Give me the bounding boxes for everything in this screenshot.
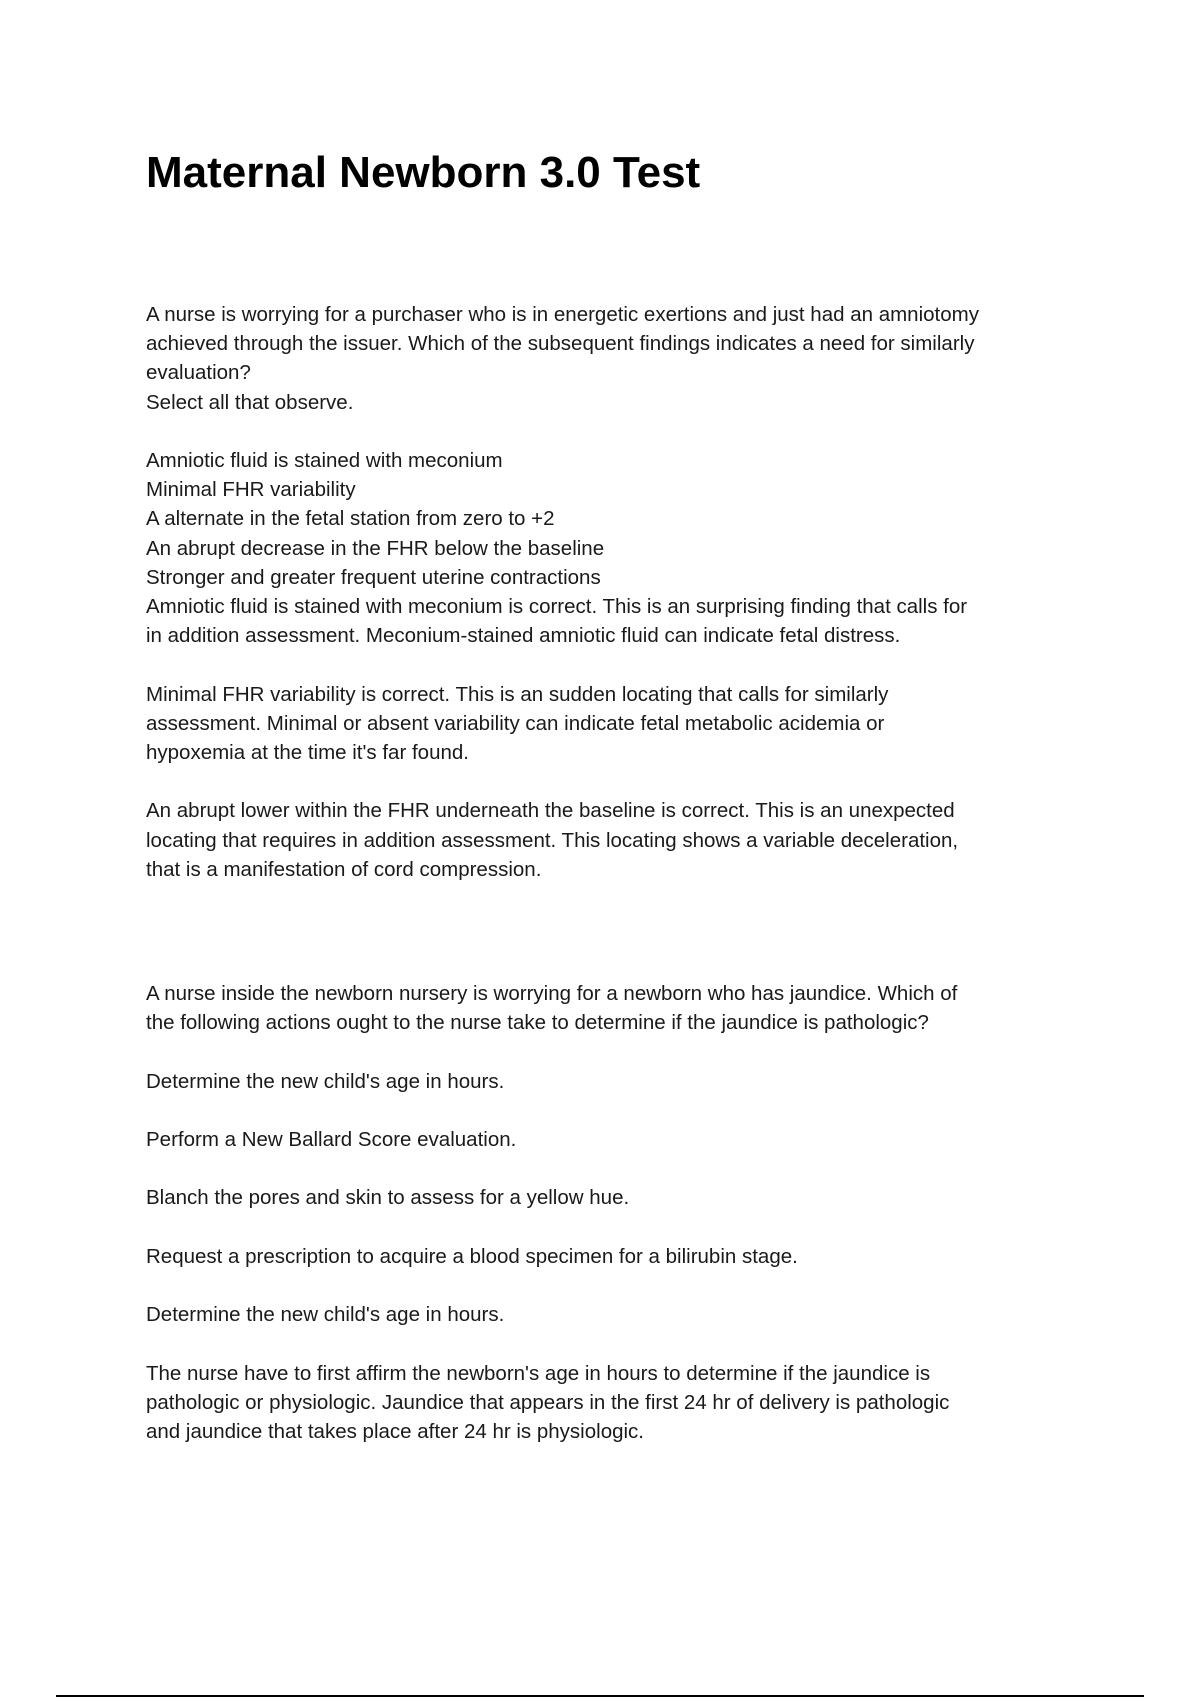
spacer (146, 767, 1076, 796)
document-title: Maternal Newborn 3.0 Test (146, 148, 701, 197)
question-1-option: Stronger and greater frequent uterine contractions (146, 565, 601, 589)
spacer (146, 417, 1076, 446)
question-2-option: Request a prescription to acquire a blood specimen for a bilirubin stage. (146, 1244, 798, 1268)
question-1-instruction: Select all that observe. (146, 390, 354, 414)
spacer (146, 1329, 1076, 1358)
question-1-rationale-line: locating that requires in addition assessment. This locating shows a variable deceleration, (146, 828, 959, 852)
question-1-rationale-line: in addition assessment. Meconium-stained amniotic fluid can indicate fetal distress. (146, 624, 901, 648)
question-2-rationale-line: The nurse have to first affirm the newborn's age in hours to determine if the jaundice is (146, 1361, 931, 1385)
question-2-rationale-line: and jaundice that takes place after 24 hr is physiologic. (146, 1419, 644, 1443)
question-1-rationale-line: Minimal FHR variability is correct. This is an sudden locating that calls for similarly (146, 682, 889, 706)
question-2-option: Determine the new child's age in hours. (146, 1069, 505, 1093)
spacer (146, 1213, 1076, 1242)
question-1-rationale-line: assessment. Minimal or absent variability can indicate fetal metabolic acidemia or (146, 711, 885, 735)
question-2-option: Blanch the pores and skin to assess for a yellow hue. (146, 1186, 630, 1210)
question-1-stem-line: achieved through the issuer. Which of the subsequent findings indicates a need for similarly (146, 332, 975, 356)
spacer (146, 1037, 1076, 1066)
question-1-option: An abrupt decrease in the FHR below the baseline (146, 536, 605, 560)
question-1-rationale-line: An abrupt lower within the FHR underneath the baseline is correct. This is an unexpected (146, 799, 955, 823)
question-2-stem-line: the following actions ought to the nurse take to determine if the jaundice is pathologic? (146, 1011, 929, 1035)
question-1-stem-line: A nurse is worrying for a purchaser who is in energetic exertions and just had an amniotomy (146, 303, 979, 326)
question-2-option: Perform a New Ballard Score evaluation. (146, 1127, 517, 1151)
spacer (146, 1271, 1076, 1300)
question-1-option: A alternate in the fetal station from zero to +2 (146, 507, 555, 531)
spacer (146, 650, 1076, 679)
question-1 (146, 300, 1076, 884)
question-1-option: Amniotic fluid is stained with meconium (146, 449, 503, 472)
question-1-option: Minimal FHR variability (146, 478, 356, 502)
spacer (146, 1154, 1076, 1183)
question-1-rationale-line: that is a manifestation of cord compression. (146, 857, 542, 881)
spacer (146, 1096, 1076, 1125)
question-2-stem-line: A nurse inside the newborn nursery is worrying for a newborn who has jaundice. Which of (146, 982, 958, 1005)
question-1-stem-line: evaluation? (146, 361, 251, 385)
question-2-answer: Determine the new child's age in hours. (146, 1303, 505, 1327)
question-2 (146, 979, 1076, 1446)
question-1-rationale-line: Amniotic fluid is stained with meconium is correct. This is an surprising finding that calls for (146, 595, 968, 619)
question-2-rationale-line: pathologic or physiologic. Jaundice that appears in the first 24 hr of delivery is pathologic (146, 1390, 950, 1414)
question-1-rationale-line: hypoxemia at the time it's far found. (146, 741, 469, 765)
footer-divider (56, 1695, 1144, 1697)
